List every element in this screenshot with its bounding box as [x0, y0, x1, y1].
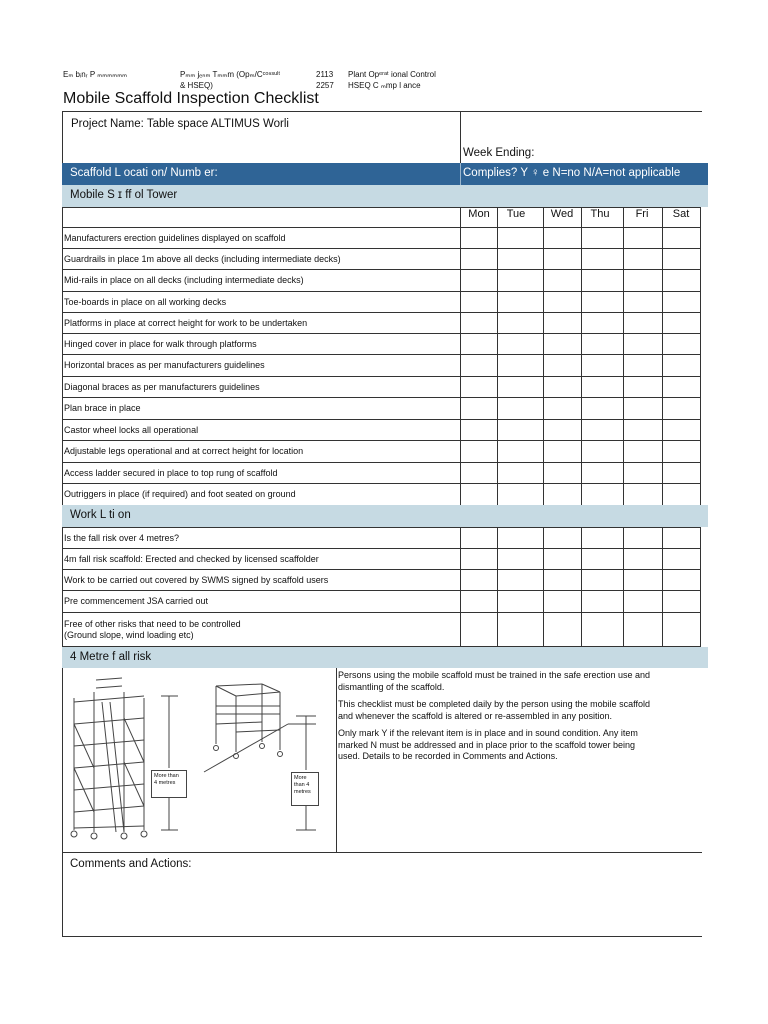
day-sat: Sat: [672, 208, 690, 220]
height-label-right-line1: More: [294, 775, 307, 781]
table-row: [62, 269, 700, 291]
col-divider: [700, 207, 701, 505]
location-bar-divider: [460, 163, 461, 185]
header-dept-line2: HSEQ C ₘmp l ance: [348, 81, 421, 90]
table-row: [62, 483, 700, 505]
row-label: Plan brace in place: [64, 403, 141, 413]
table-row: [62, 590, 700, 612]
height-label-right: [291, 772, 319, 806]
table-row: [62, 376, 700, 397]
header-team: [180, 69, 280, 91]
row-label-line1: Free of other risks that need to be controlled: [64, 619, 241, 629]
row-label: Diagonal braces as per manufacturers guidelines: [64, 382, 260, 392]
row-label: Mid-rails in place on all decks (including intermediate decks): [64, 275, 304, 285]
header-codes: [316, 69, 334, 91]
row-label: Platforms in place at correct height for work to be undertaken: [64, 318, 308, 328]
header-code-1: 2113: [316, 70, 334, 79]
height-label-right-line2: than 4: [294, 782, 310, 788]
row-label: Is the fall risk over 4 metres?: [64, 533, 180, 543]
table-row: [62, 548, 700, 569]
col-divider: [543, 527, 544, 647]
height-label-right-line3: metres: [294, 789, 311, 795]
day-fri: Fri: [635, 208, 649, 220]
col-divider: [497, 207, 498, 505]
row-label-line2: (Ground slope, wind loading etc): [64, 630, 194, 640]
table-row: [62, 419, 700, 440]
table-row: [62, 248, 700, 269]
comments-label: Comments and Actions:: [70, 858, 192, 870]
height-label-left-line1: More than: [154, 773, 179, 779]
section-work-location-label: Work L ti on: [70, 509, 131, 521]
col-divider: [460, 527, 461, 647]
header-team-line2: & HSEQ): [180, 81, 213, 90]
col-divider: [543, 207, 544, 505]
note-daily-check: This checklist must be completed daily by the person using the mobile scaffold and whenever the scaffold is altered or re-assembled in any position.: [338, 699, 650, 721]
section-tower-label: Mobile S ɪ ff ol Tower: [70, 189, 178, 201]
note-training: Persons using the mobile scaffold must be trained in the safe erection use and dismantling of the scaffold.: [338, 670, 651, 692]
location-bar: [62, 163, 708, 185]
row-label: Manufacturers erection guidelines displayed on scaffold: [64, 233, 286, 243]
col-divider: [623, 207, 624, 505]
section-four-metre: [62, 647, 708, 668]
project-divider: [460, 111, 461, 163]
col-divider: [581, 207, 582, 505]
project-name-label: Project Name: Table space ALTIMUS Worli: [71, 118, 289, 130]
header-team-line1: Pₘₘ jₑₙₘ Tₘₘm (Opₘ/Cᶜᵒⁿˢᵘˡᵗ: [180, 70, 281, 79]
section-tower: [62, 185, 708, 207]
header-dept-line1: Plant Opᵉʳᵃᵗ ional Control: [348, 70, 436, 79]
row-label: Access ladder secured in place to top rung of scaffold: [64, 468, 278, 478]
row-label: Adjustable legs operational and at correct height for location: [64, 446, 304, 456]
row-label: Guardrails in place 1m above all decks (including intermediate decks): [64, 254, 341, 264]
row-label: Hinged cover in place for walk through platforms: [64, 339, 257, 349]
row-label: Horizontal braces as per manufacturers guidelines: [64, 360, 265, 370]
table-row: [62, 612, 700, 647]
week-ending-label: Week Ending:: [463, 147, 535, 159]
complies-legend: Complies? Y ♀ e N=no N/A=not applicable: [463, 167, 681, 179]
day-thu: Thu: [590, 208, 610, 220]
table-row: [62, 354, 700, 376]
section-work-location: [62, 505, 708, 527]
col-divider: [662, 207, 663, 505]
header-dept: [348, 69, 436, 91]
comments-area[interactable]: [62, 853, 702, 937]
table-row: [62, 397, 700, 419]
col-divider: [460, 207, 461, 505]
col-divider: [700, 527, 701, 647]
row-label: Pre commencement JSA carried out: [64, 596, 209, 606]
header-code-2: 2257: [316, 81, 334, 90]
col-divider: [662, 527, 663, 647]
col-divider: [497, 527, 498, 647]
row-label: Castor wheel locks all operational: [64, 425, 199, 435]
table-row: [62, 440, 700, 462]
page-title: Mobile Scaffold Inspection Checklist: [63, 90, 319, 107]
table-row: [62, 227, 700, 248]
row-label: Outriggers in place (if required) and foot seated on ground: [64, 489, 296, 499]
row-label: Toe-boards in place on all working decks: [64, 297, 227, 307]
header-company: Eₘ bᵢnᵣ P ₘₘₘₘₘₘ: [63, 70, 128, 79]
row-label: Work to be carried out covered by SWMS signed by scaffold users: [64, 575, 329, 585]
table-row: [62, 291, 700, 312]
table-row: [62, 462, 700, 483]
section-four-metre-label: 4 Metre f all risk: [70, 651, 152, 663]
table-row: [62, 527, 700, 548]
table-row: [62, 569, 700, 590]
location-label: Scaffold L ocati on/ Numb er:: [70, 167, 218, 179]
day-wed: Wed: [550, 208, 574, 220]
note-marking: Only mark Y if the relevant item is in place and in sound condition. Any item marked N must be addressed and in place prior to the scaffold tower being used. Details to be recorded in Comments and Actions.: [338, 728, 638, 761]
height-label-left-line2: 4 metres: [154, 780, 176, 786]
table-row: [62, 312, 700, 333]
scaffold-illustration: [66, 672, 332, 844]
notes-block: [338, 670, 658, 769]
col-divider: [623, 527, 624, 647]
row-label: 4m fall risk scaffold: Erected and checked by licensed scaffolder: [64, 554, 319, 564]
height-label-left: [151, 770, 187, 798]
illustration-divider: [336, 668, 337, 853]
day-mon: Mon: [468, 208, 490, 220]
day-tue: Tue: [506, 208, 526, 220]
col-divider: [581, 527, 582, 647]
table-row: [62, 333, 700, 354]
